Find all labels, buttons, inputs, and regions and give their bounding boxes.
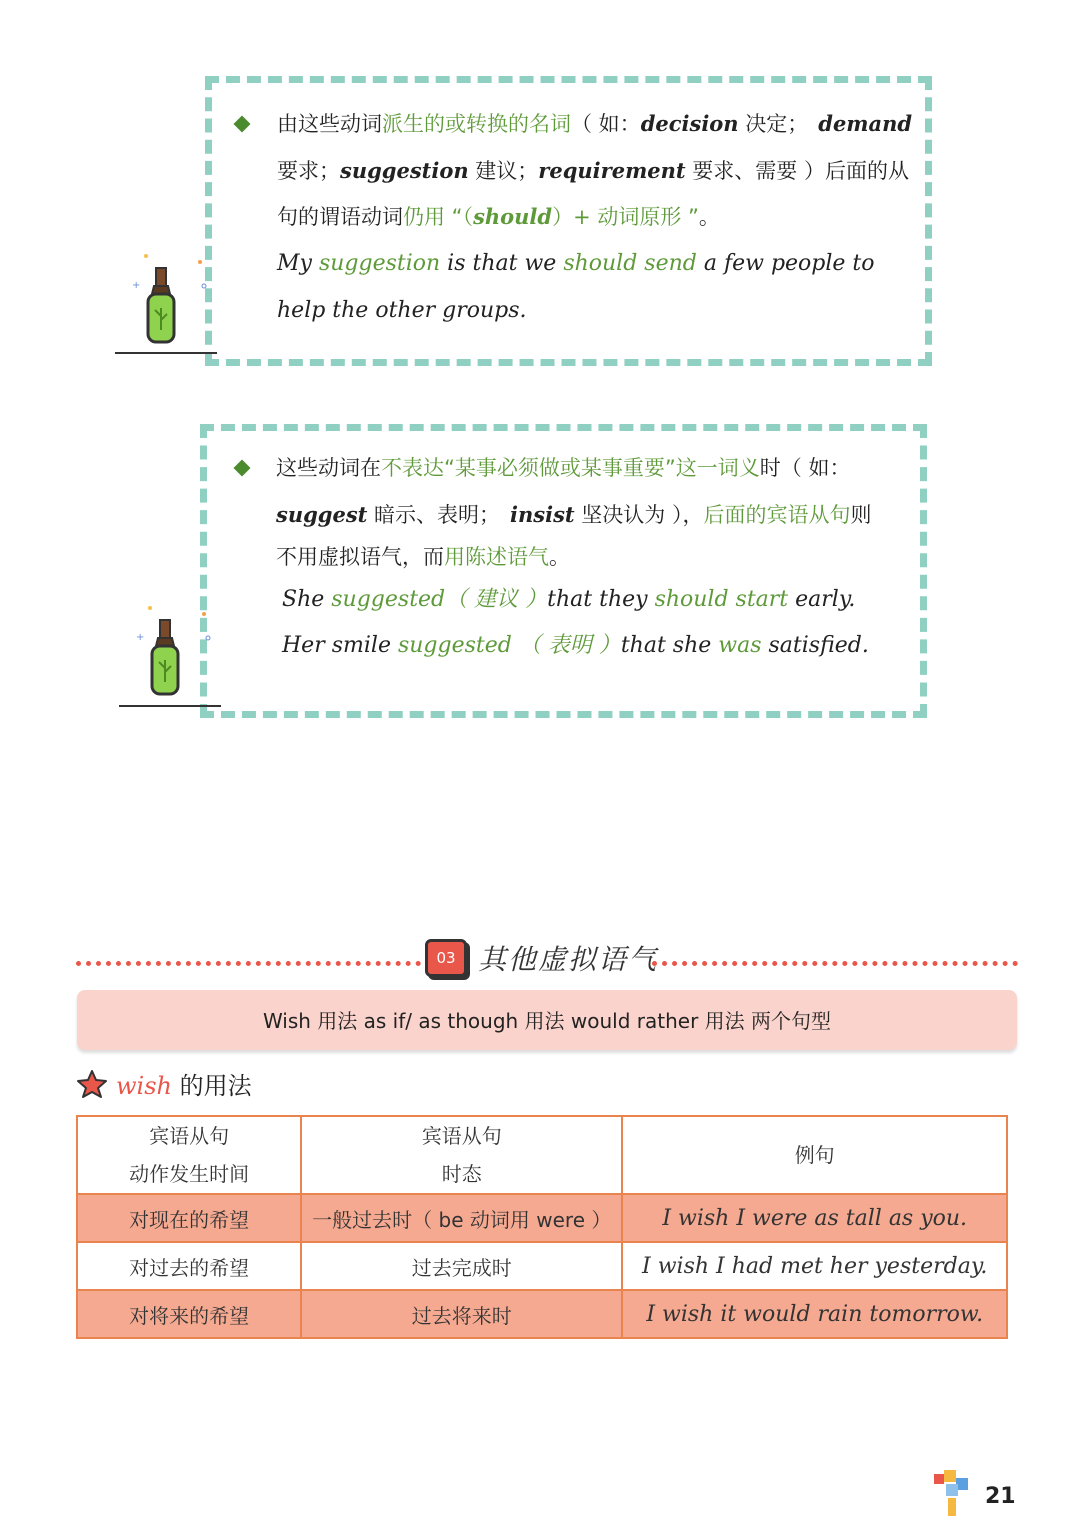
wish-heading [76, 1066, 252, 1101]
text-green: 后面的宾语从句 [703, 503, 851, 527]
table-row [77, 1290, 1007, 1338]
term: suggestion [340, 158, 469, 183]
text: 建议； [468, 159, 539, 183]
text: My [277, 251, 319, 276]
star-icon [76, 1069, 108, 1099]
svg-text:+: + [136, 632, 145, 643]
header-cell: 例句 [622, 1116, 1007, 1194]
text: 。 [698, 205, 720, 229]
text: satisfied. [761, 633, 869, 658]
text: 则 [850, 503, 872, 527]
text: that she [620, 633, 719, 658]
page-number: 21 [985, 1484, 1016, 1509]
text: She [282, 587, 332, 612]
header-text: 动作发生时间 [129, 1162, 250, 1186]
text: 时（ 如： [759, 456, 851, 480]
dotted-rule [76, 961, 421, 966]
term: demand [818, 111, 913, 136]
box1-line3 [277, 203, 720, 231]
text: 由这些动词 [277, 112, 382, 136]
text: 这些动词在 [276, 456, 381, 480]
box2-example-line1 [282, 586, 855, 614]
text: early. [788, 587, 856, 612]
box2-line1 [276, 454, 850, 482]
publisher-logo-icon [932, 1470, 972, 1520]
term-green: should [473, 204, 553, 229]
wish-usage-table [76, 1115, 1008, 1339]
table-cell: 对将来的希望 [77, 1290, 301, 1338]
divider [115, 352, 217, 354]
text-green: should start [654, 587, 789, 612]
text: that they [547, 587, 655, 612]
table-cell: 过去完成时 [301, 1242, 622, 1290]
section-title: 其他虚拟语气 [478, 943, 659, 976]
text-green: 仍用 “（ [403, 205, 474, 229]
text-green: suggested（ 建议 ） [331, 587, 548, 612]
topics-band: Wish 用法 as if/ as though 用法 would rather 用法 两个句型 [77, 990, 1017, 1050]
term: insist [510, 502, 575, 527]
term: decision [640, 111, 739, 136]
svg-text:+: + [132, 280, 141, 291]
text: 坚决认为 ）， [574, 503, 704, 527]
text-green: 用陈述语气 [444, 545, 549, 569]
bottle-icon [118, 246, 218, 354]
text-green: ）+ 动词原形 ” [552, 205, 699, 229]
term: suggest [276, 502, 368, 527]
text: is that we [440, 251, 564, 276]
header-text: 宾语从句 [421, 1124, 502, 1148]
table-row [77, 1194, 1007, 1242]
text: 决定； [738, 112, 809, 136]
text: 暗示、表明； [367, 503, 501, 527]
table-cell: 对过去的希望 [77, 1242, 301, 1290]
box2-example-line2 [282, 632, 869, 660]
box1-example-line2: help the other groups. [277, 298, 527, 323]
section-number-badge: 03 [425, 939, 467, 977]
dotted-rule [652, 961, 1018, 966]
text: 要求、需要 ）后面的从 [685, 159, 909, 183]
term: requirement [538, 158, 686, 183]
text-green: was [718, 633, 762, 658]
text: Her smile [282, 633, 398, 658]
text: 要求； [277, 159, 340, 183]
box2-line2 [276, 501, 871, 529]
table-cell: I wish it would rain tomorrow. [622, 1290, 1007, 1338]
table-cell: I wish I had met her yesterday. [622, 1242, 1007, 1290]
box1-line1 [277, 110, 912, 138]
box2-line3 [276, 543, 570, 571]
text-green: suggestion [318, 251, 441, 276]
text: （ 如： [571, 112, 641, 136]
wish-label: 的用法 [172, 1072, 252, 1100]
box1-example-line1 [277, 250, 875, 278]
header-cell [77, 1116, 301, 1194]
text-green: suggested （ 表明 ） [397, 633, 621, 658]
text-green: 派生的或转换的名词 [382, 112, 571, 136]
table-cell: 一般过去时（ be 动词用 were ） [301, 1194, 622, 1242]
text: 句的谓语动词 [277, 205, 403, 229]
text-green: should send [563, 251, 697, 276]
divider [119, 705, 221, 707]
table-header-row [77, 1116, 1007, 1194]
table-cell: 过去将来时 [301, 1290, 622, 1338]
header-text: 时态 [441, 1162, 482, 1186]
header-cell [301, 1116, 622, 1194]
text: 不用虚拟语气，而 [276, 545, 444, 569]
table-cell: I wish I were as tall as you. [622, 1194, 1007, 1242]
wish-word: wish [116, 1072, 172, 1100]
table-row [77, 1242, 1007, 1290]
text: a few people to [696, 251, 875, 276]
bottle-icon [122, 598, 222, 706]
text: 。 [549, 545, 570, 569]
header-text: 宾语从句 [149, 1124, 230, 1148]
table-cell: 对现在的希望 [77, 1194, 301, 1242]
box1-line2 [277, 157, 909, 185]
text-green: 不表达“某事必须做或某事重要”这一词义 [381, 456, 760, 480]
